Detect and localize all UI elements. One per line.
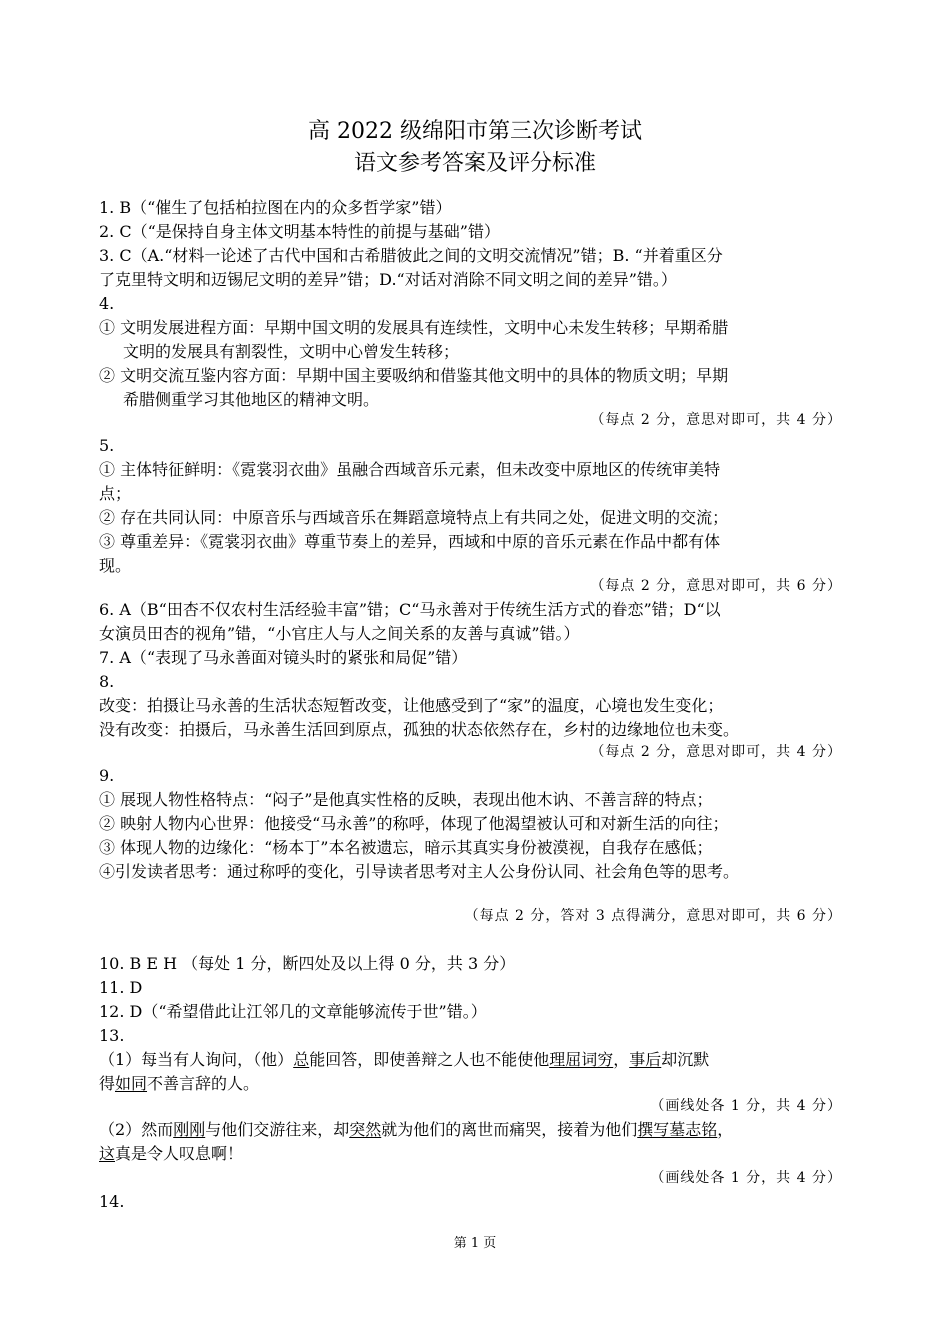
answer-q4-score: （每点 2 分，意思对即可，共 4 分） [590, 412, 842, 428]
answer-q9-point3: ③ 体现人物的边缘化：“杨本丁”本名被遗忘，暗示其真实身份被漠视，自我存在感低； [99, 838, 713, 857]
answer-q5-point3-line2: 现。 [99, 556, 132, 575]
exam-title: 高 2022 级绵阳市第三次诊断考试 [308, 119, 642, 144]
answer-q14-number: 14. [99, 1192, 125, 1211]
answer-q12: 12. D（“希望借此让江邻几的文章能够流传于世”错。） [99, 1002, 487, 1021]
underlined-key-word: 理屈词穷 [549, 1050, 614, 1069]
answer-q4-point1-line1: ① 文明发展进程方面：早期中国文明的发展具有连续性，文明中心未发生转移；早期希腊 [99, 318, 729, 337]
answer-q9-number: 9. [99, 766, 115, 785]
answer-q9-score: （每点 2 分，答对 3 点得满分，意思对即可，共 6 分） [464, 908, 842, 924]
underlined-key-word: 总 [293, 1050, 310, 1069]
answer-q13-2-line2: 这真是令人叹息啊！ [99, 1144, 244, 1163]
answer-q2: 2. C（“是保持自身主体文明基本特性的前提与基础”错） [99, 222, 500, 241]
answer-q8-number: 8. [99, 672, 115, 691]
answer-q4-number: 4. [99, 294, 115, 313]
answer-q1: 1. B（“催生了包括柏拉图在内的众多哲学家”错） [99, 198, 452, 217]
answer-q9-point1: ① 展现人物性格特点：“闷子”是他真实性格的反映，表现出他木讷、不善言辞的特点； [99, 790, 713, 809]
answer-q10: 10. B E H （每处 1 分，断四处及以上得 0 分，共 3 分） [99, 954, 516, 973]
answer-q6-line1: 6. A（B“田杏不仅农村生活经验丰富”错；C“马永善对于传统生活方式的眷恋”错；D“以 [99, 600, 721, 619]
answer-q8-point1: 改变：拍摄让马永善的生活状态短暂改变，让他感受到了“家”的温度，心境也发生变化； [99, 696, 724, 715]
answer-q9-point4: ④引发读者思考：通过称呼的变化，引导读者思考对主人公身份认同、社会角色等的思考。 [99, 862, 740, 881]
answer-q9-point2: ② 映射人物内心世界：他接受“马永善”的称呼，体现了他渴望被认可和对新生活的向往； [99, 814, 729, 833]
exam-subtitle: 语文参考答案及评分标准 [353, 151, 596, 176]
underlined-key-word: 突然 [349, 1120, 382, 1139]
answer-q5-point2: ② 存在共同认同：中原音乐与西域音乐在舞蹈意境特点上有共同之处，促进文明的交流； [99, 508, 729, 527]
underlined-key-word: 这 [99, 1144, 116, 1163]
answer-q5-number: 5. [99, 436, 115, 455]
answer-q5-point1-line2: 点； [99, 484, 132, 503]
underlined-key-word: 刚刚 [173, 1120, 206, 1139]
underlined-key-word: 如同 [115, 1074, 148, 1093]
answer-q13-1-line2: 得如同不善言辞的人。 [99, 1074, 260, 1093]
answer-q5-point3-line1: ③ 尊重差异：《霓裳羽衣曲》尊重节奏上的差异，西域和中原的音乐元素在作品中都有体 [99, 532, 721, 551]
answer-q6-line2: 女演员田杏的视角”错，“小官庄人与人之间关系的友善与真诚”错。） [99, 624, 580, 643]
answer-q8-point2: 没有改变：拍摄后，马永善生活回到原点，孤独的状态依然存在，乡村的边缘地位也未变。 [99, 720, 740, 739]
answer-q7: 7. A（“表现了马永善面对镜头时的紧张和局促”错） [99, 648, 468, 667]
answer-q5-point1-line1: ① 主体特征鲜明：《霓裳羽衣曲》虽融合西域音乐元素，但未改变中原地区的传统审美特 [99, 460, 721, 479]
underlined-key-word: 撰写墓志铭 [637, 1120, 718, 1139]
answer-q13-2-score: （画线处各 1 分，共 4 分） [650, 1170, 842, 1186]
answer-q4-point2-line2: 希腊侧重学习其他地区的精神文明。 [123, 390, 380, 409]
page-number: 第 1 页 [453, 1236, 497, 1251]
answer-q13-1-line1: （1）每当有人询问，（他）总能回答，即使善辩之人也不能使他理屈词穷，事后却沉默 [99, 1050, 710, 1069]
answer-q13-number: 13. [99, 1026, 125, 1045]
underlined-key-word: 事后 [629, 1050, 662, 1069]
answer-q5-score: （每点 2 分，意思对即可，共 6 分） [590, 578, 842, 594]
answer-q4-point1-line2: 文明的发展具有割裂性，文明中心曾发生转移； [123, 342, 460, 361]
answer-q13-2-line1: （2）然而刚刚与他们交游往来，却突然就为他们的离世而痛哭，接着为他们撰写墓志铭， [99, 1120, 734, 1139]
answer-q4-point2-line1: ② 文明交流互鉴内容方面：早期中国主要吸纳和借鉴其他文明中的具体的物质文明；早期 [99, 366, 729, 385]
answer-q3-line2: 了克里特文明和迈锡尼文明的差异”错；D.“对话对消除不同文明之间的差异”错。） [99, 270, 677, 289]
answer-q3-line1: 3. C（A.“材料一论述了古代中国和古希腊彼此之间的文明交流情况”错；B. “并着重区分 [99, 246, 723, 265]
answer-q13-1-score: （画线处各 1 分，共 4 分） [650, 1098, 842, 1114]
answer-q11: 11. D [99, 978, 143, 997]
answer-q8-score: （每点 2 分，意思对即可，共 4 分） [590, 744, 842, 760]
